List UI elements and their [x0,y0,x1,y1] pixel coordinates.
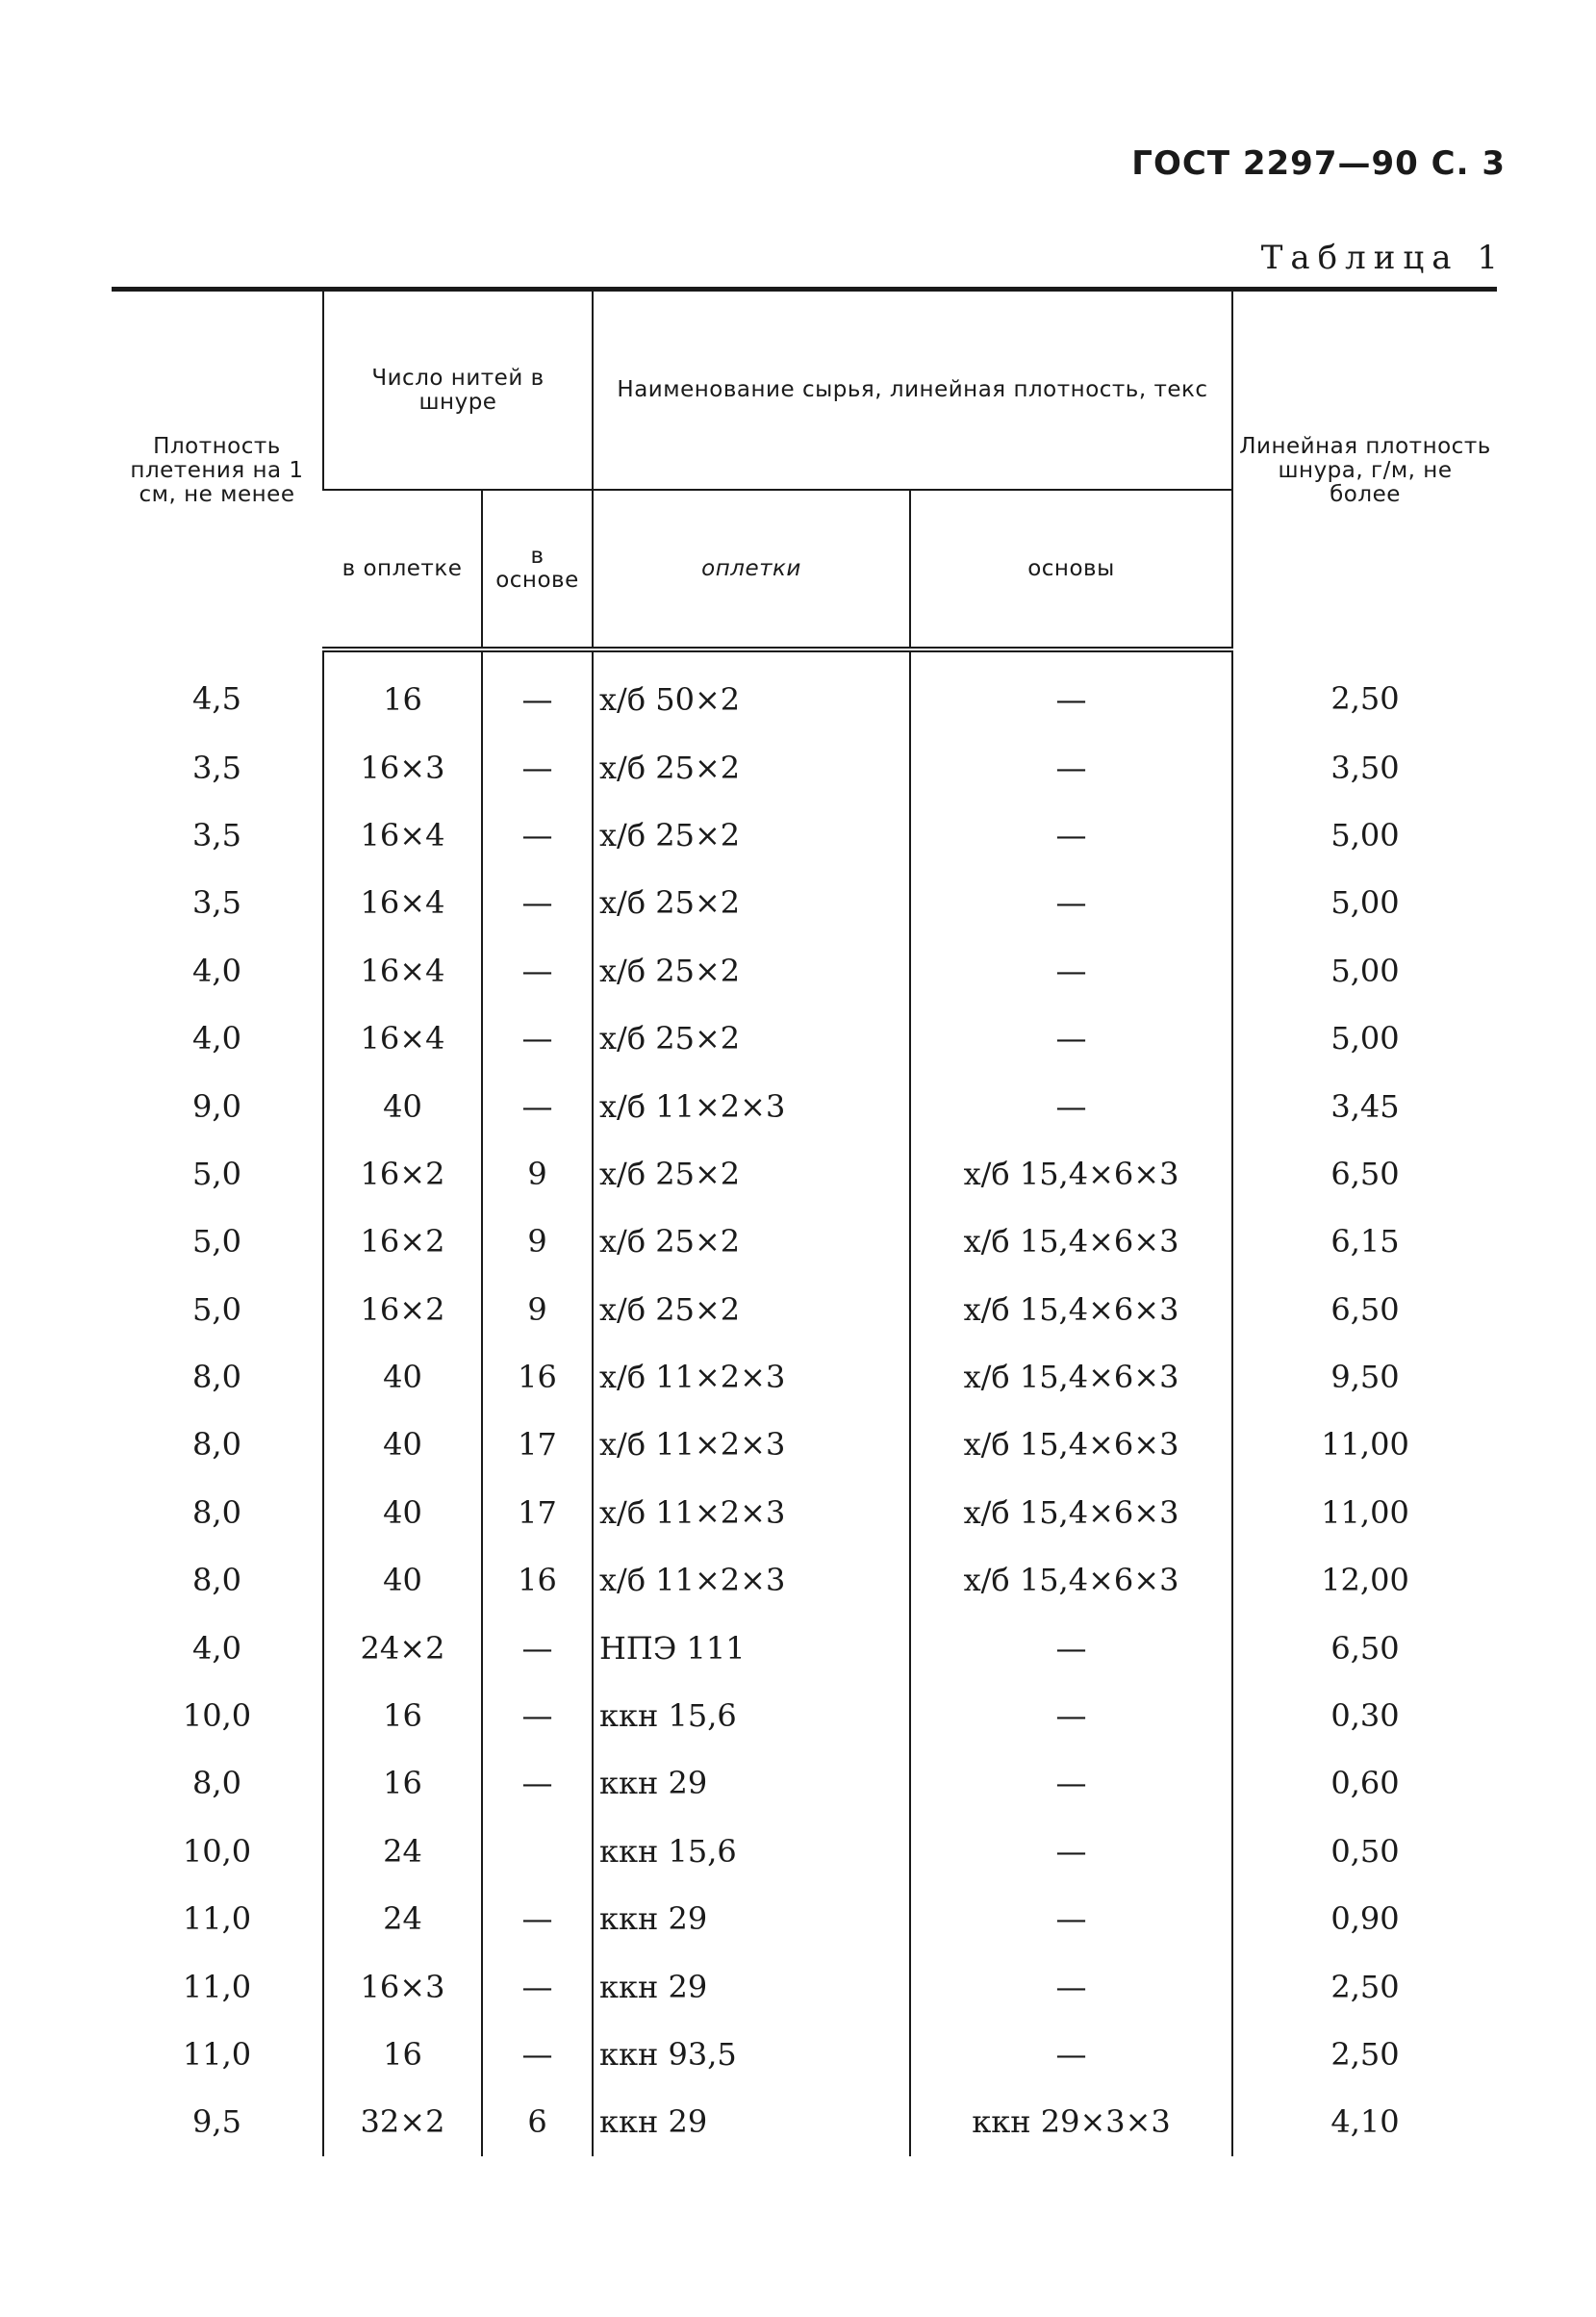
cell-threads-braid: 40 [323,1072,482,1139]
table-row [112,1005,1497,1072]
cell-material-braid: ккн 29 [593,2088,910,2155]
cell-threads-core: — [482,2021,593,2088]
table-caption: Таблица 1 [1260,239,1506,277]
cell-density: 3,5 [192,749,241,786]
cell-material-braid: ккн 29 [593,1749,910,1817]
cell-density: 9,5 [192,2103,241,2141]
page-header: ГОСТ 2297—90 С. 3 [1131,144,1506,183]
cell-threads-braid: 40 [323,1411,482,1478]
cell-linear-density: 11,00 [1232,1479,1497,1546]
cell-material-core: — [910,1749,1232,1817]
cell-material-core: — [910,649,1232,733]
table-body [112,649,1497,2156]
cell-material-braid: х/б 25×2 [593,802,910,869]
cell-threads-core: — [482,802,593,869]
cell-material-braid: х/б 11×2×3 [593,1072,910,1139]
cell-threads-braid: 32×2 [323,2088,482,2155]
header-material-group: Наименование сырья, линейная плотность, текс [593,290,1232,491]
cell-threads-braid: 40 [323,1546,482,1614]
cell-threads-braid: 16 [323,1749,482,1817]
cell-threads-core: 9 [482,1276,593,1343]
cell-threads-braid: 16×2 [323,1276,482,1343]
cell-linear-density: 2,50 [1232,1952,1497,2020]
table-row [112,1208,1497,1275]
cell-linear-density: 12,00 [1232,1546,1497,1614]
cell-linear-density: 0,60 [1232,1749,1497,1817]
cell-linear-density: 5,00 [1232,802,1497,869]
table-row [112,1479,1497,1546]
cell-material-braid: х/б 11×2×3 [593,1546,910,1614]
cell-threads-braid: 16 [323,649,482,733]
cell-linear-density: 3,50 [1232,733,1497,801]
cell-material-braid: ккн 15,6 [593,1818,910,1885]
cell-material-braid: х/б 25×2 [593,869,910,936]
cell-threads-braid: 16×4 [323,869,482,936]
cell-material-core: — [910,733,1232,801]
table-row [112,1682,1497,1749]
cell-material-braid: х/б 50×2 [593,649,910,733]
cell-material-braid: х/б 11×2×3 [593,1343,910,1411]
cell-material-core: х/б 15,4×6×3 [910,1411,1232,1478]
cell-linear-density: 11,00 [1232,1411,1497,1478]
cell-linear-density: 3,45 [1232,1072,1497,1139]
table-row [112,1818,1497,1885]
cell-linear-density: 6,50 [1232,1140,1497,1208]
cell-threads-braid: 16×3 [323,733,482,801]
table-row [112,1885,1497,1952]
cell-material-core: х/б 15,4×6×3 [910,1546,1232,1614]
cell-material-braid: х/б 25×2 [593,1140,910,1208]
cell-threads-braid: 16×4 [323,1005,482,1072]
cell-linear-density: 4,10 [1232,2088,1497,2155]
cell-density: 11,0 [182,1968,252,2005]
cell-threads-core: — [482,937,593,1005]
cell-threads-core: 17 [482,1411,593,1478]
cell-density: 5,0 [192,1155,241,1192]
header-material-braid: оплетки [593,490,910,649]
cell-density: 9,0 [192,1087,241,1125]
cell-density: 5,0 [192,1290,241,1328]
cell-threads-braid: 24 [323,1818,482,1885]
cell-density: 8,0 [192,1562,241,1599]
cell-linear-density: 0,30 [1232,1682,1497,1749]
header-material-core: основы [910,490,1232,649]
cell-density: 11,0 [182,2036,252,2073]
cell-material-braid: ккн 15,6 [593,1682,910,1749]
table-row [112,869,1497,936]
cell-threads-core: 17 [482,1479,593,1546]
cell-material-braid: ккн 29 [593,1885,910,1952]
table-row [112,1952,1497,2020]
cell-threads-braid: 16×3 [323,1952,482,2020]
cell-material-core: — [910,869,1232,936]
cell-density: 3,5 [192,816,241,853]
cell-material-core: — [910,802,1232,869]
table-row [112,1411,1497,1478]
cell-threads-core: — [482,649,593,733]
cell-material-braid: х/б 25×2 [593,733,910,801]
cell-density: 4,0 [192,952,241,989]
header-threads-group: Число нитей в шнуре [323,290,593,491]
table-row [112,1276,1497,1343]
cell-threads-core: — [482,869,593,936]
cell-density: 8,0 [192,1493,241,1531]
table-row [112,937,1497,1005]
table-row [112,1614,1497,1681]
table-row [112,2021,1497,2088]
cell-threads-core: — [482,1072,593,1139]
table-row [112,733,1497,801]
cell-threads-core: 9 [482,1208,593,1275]
table-row [112,1749,1497,1817]
cell-threads-core: — [482,1885,593,1952]
cell-linear-density: 2,50 [1232,2021,1497,2088]
cell-material-braid: х/б 11×2×3 [593,1411,910,1478]
cell-density: 5,0 [192,1223,241,1260]
cell-density: 8,0 [192,1359,241,1396]
cell-material-core: х/б 15,4×6×3 [910,1343,1232,1411]
cell-material-core: х/б 15,4×6×3 [910,1276,1232,1343]
cell-threads-core: — [482,1749,593,1817]
cell-density: 4,5 [192,679,241,717]
cell-threads-core: 6 [482,2088,593,2155]
cell-threads-braid: 16×4 [323,937,482,1005]
cell-linear-density: 5,00 [1232,869,1497,936]
cell-threads-core: — [482,1614,593,1681]
table-row [112,1343,1497,1411]
cell-material-core: — [910,1818,1232,1885]
cell-density: 11,0 [182,1900,252,1938]
cell-material-braid: НПЭ 111 [593,1614,910,1681]
cell-density: 8,0 [192,1426,241,1464]
table-row [112,2088,1497,2155]
cell-material-core: — [910,1614,1232,1681]
cell-density: 8,0 [192,1765,241,1802]
header-linear-density: Линейная плотность шнура, г/м, не более [1232,290,1497,650]
cell-threads-core: 16 [482,1546,593,1614]
cell-linear-density: 5,00 [1232,937,1497,1005]
cell-threads-braid: 16×4 [323,802,482,869]
cell-material-braid: х/б 25×2 [593,1208,910,1275]
header-threads-braid: в оплетке [323,490,482,649]
cell-threads-braid: 16×2 [323,1208,482,1275]
data-table [112,287,1497,2156]
cell-material-core: — [910,2021,1232,2088]
cell-linear-density: 9,50 [1232,1343,1497,1411]
cell-material-core: — [910,1952,1232,2020]
cell-material-core: — [910,1072,1232,1139]
cell-density: 10,0 [182,1832,252,1870]
cell-threads-core: 16 [482,1343,593,1411]
cell-material-braid: х/б 25×2 [593,1276,910,1343]
table-row [112,1072,1497,1139]
cell-linear-density: 2,50 [1232,649,1497,733]
cell-material-braid: х/б 25×2 [593,937,910,1005]
cell-threads-braid: 24 [323,1885,482,1952]
cell-material-braid: х/б 11×2×3 [593,1479,910,1546]
cell-threads-core: — [482,1005,593,1072]
cell-material-core: х/б 15,4×6×3 [910,1208,1232,1275]
cell-linear-density: 0,90 [1232,1885,1497,1952]
cell-linear-density: 5,00 [1232,1005,1497,1072]
cell-linear-density: 0,50 [1232,1818,1497,1885]
cell-material-core: х/б 15,4×6×3 [910,1479,1232,1546]
cell-threads-braid: 16 [323,1682,482,1749]
cell-linear-density: 6,15 [1232,1208,1497,1275]
cell-threads-core: — [482,733,593,801]
cell-threads-braid: 16×2 [323,1140,482,1208]
header-density: Плотность плетения на 1 см, не менее [112,290,323,650]
cell-density: 10,0 [182,1697,252,1735]
cell-threads-core: — [482,1952,593,2020]
table-row [112,1140,1497,1208]
cell-material-braid: х/б 25×2 [593,1005,910,1072]
cell-threads-braid: 40 [323,1343,482,1411]
cell-material-core: ккн 29×3×3 [910,2088,1232,2155]
cell-material-core: — [910,1682,1232,1749]
cell-threads-core: 9 [482,1140,593,1208]
cell-threads-braid: 16 [323,2021,482,2088]
cell-threads-core [482,1818,593,1885]
cell-threads-braid: 24×2 [323,1614,482,1681]
cell-material-core: — [910,1885,1232,1952]
cell-material-core: х/б 15,4×6×3 [910,1140,1232,1208]
table-row [112,802,1497,869]
table-row [112,1546,1497,1614]
cell-threads-braid: 40 [323,1479,482,1546]
cell-linear-density: 6,50 [1232,1276,1497,1343]
header-threads-core: в основе [482,490,593,649]
cell-density: 4,0 [192,1629,241,1667]
cell-material-braid: ккн 93,5 [593,2021,910,2088]
cell-material-core: — [910,1005,1232,1072]
cell-material-braid: ккн 29 [593,1952,910,2020]
cell-linear-density: 6,50 [1232,1614,1497,1681]
table-row [112,649,1497,733]
cell-threads-core: — [482,1682,593,1749]
cell-material-core: — [910,937,1232,1005]
cell-density: 3,5 [192,884,241,922]
cell-density: 4,0 [192,1020,241,1057]
